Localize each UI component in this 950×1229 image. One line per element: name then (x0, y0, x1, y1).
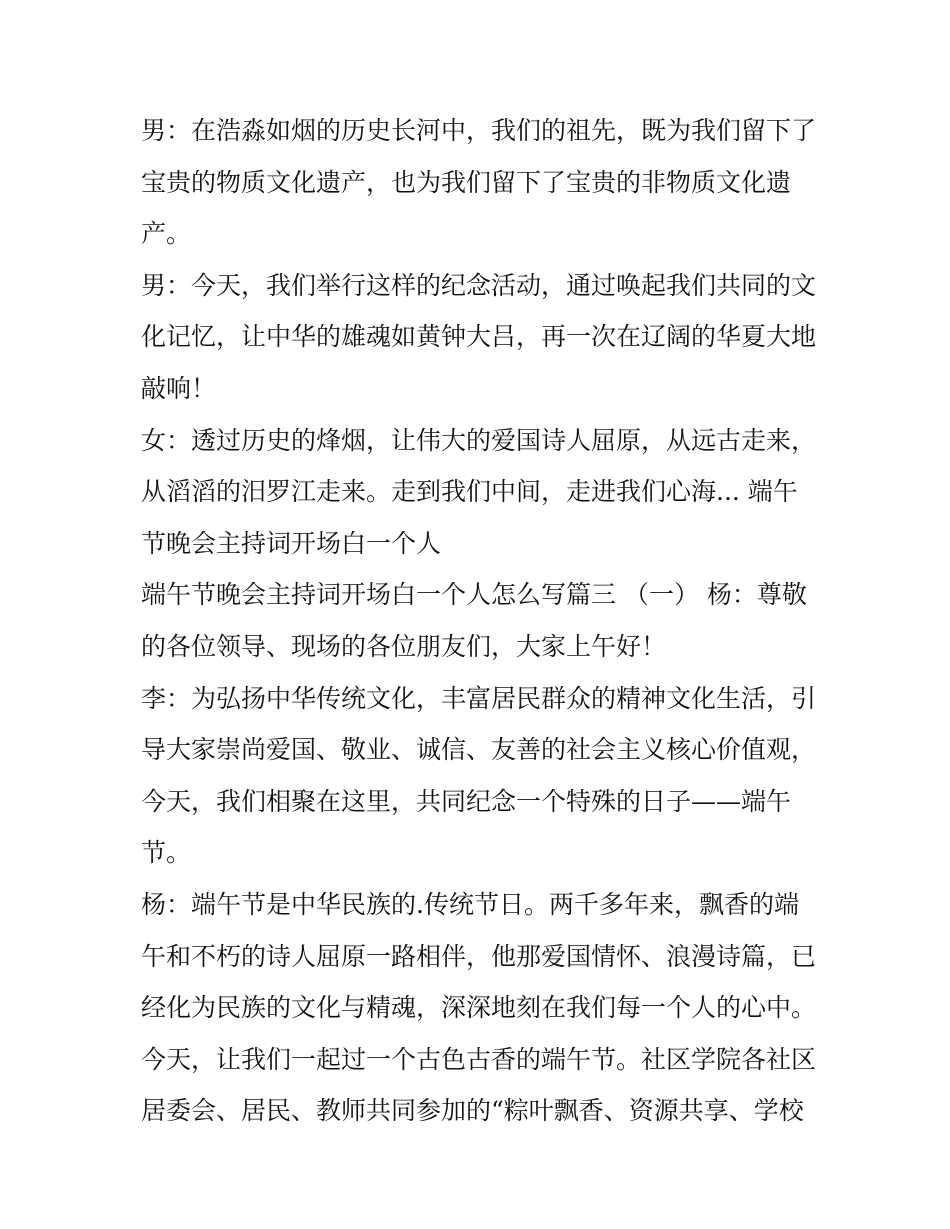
text-line: 导大家崇尚爱国、敬业、诚信、友善的社会主义核心价值观， (141, 735, 817, 765)
text-line: 宝贵的物质文化遗产，也为我们留下了宝贵的非物质文化遗 (141, 167, 792, 197)
text-line: 女：透过历史的烽烟，让伟大的爱国诗人屈原，从远古走来， (141, 425, 817, 455)
text-line: 的各位领导、现场的各位朋友们，大家上午好！ (141, 631, 667, 661)
text-line: 经化为民族的文化与精魂，深深地刻在我们每一个人的心中。 (141, 993, 817, 1023)
text-line: 李：为弘扬中华传统文化，丰富居民群众的精神文化生活，引 (141, 683, 817, 713)
text-line: 男：今天，我们举行这样的纪念活动，通过唤起我们共同的文 (141, 270, 817, 300)
text-line: 节晚会主持词开场白一个人 (141, 528, 442, 558)
body-text (141, 105, 821, 1137)
text-line: 今天，我们相聚在这里，共同纪念一个特殊的日子——端午 (141, 786, 792, 816)
text-line: 今天，让我们一起过一个古色古香的端午节。社区学院各社区 (141, 1044, 817, 1074)
text-line: 敲响！ (141, 373, 217, 403)
text-line: 化记忆，让中华的雄魂如黄钟大吕，再一次在辽阔的华夏大地 (141, 322, 817, 352)
text-line: 从滔滔的汨罗江走来。走到我们中间，走进我们心海... 端午 (141, 477, 798, 507)
text-line: 居委会、居民、教师共同参加的“粽叶飘香、资源共享、学校 (141, 1096, 804, 1126)
text-line: 节。 (141, 838, 192, 868)
text-line: 产。 (141, 219, 192, 249)
text-line: 午和不朽的诗人屈原一路相伴，他那爱国情怀、浪漫诗篇，已 (141, 941, 817, 971)
text-line: 杨：端午节是中华民族的.传统节日。两千多年来，飘香的端 (141, 889, 799, 919)
text-line: 端午节晚会主持词开场白一个人怎么写篇三 （一） 杨：尊敬 (141, 580, 807, 610)
text-line: 男：在浩淼如烟的历史长河中，我们的祖先，既为我们留下了 (141, 116, 817, 145)
